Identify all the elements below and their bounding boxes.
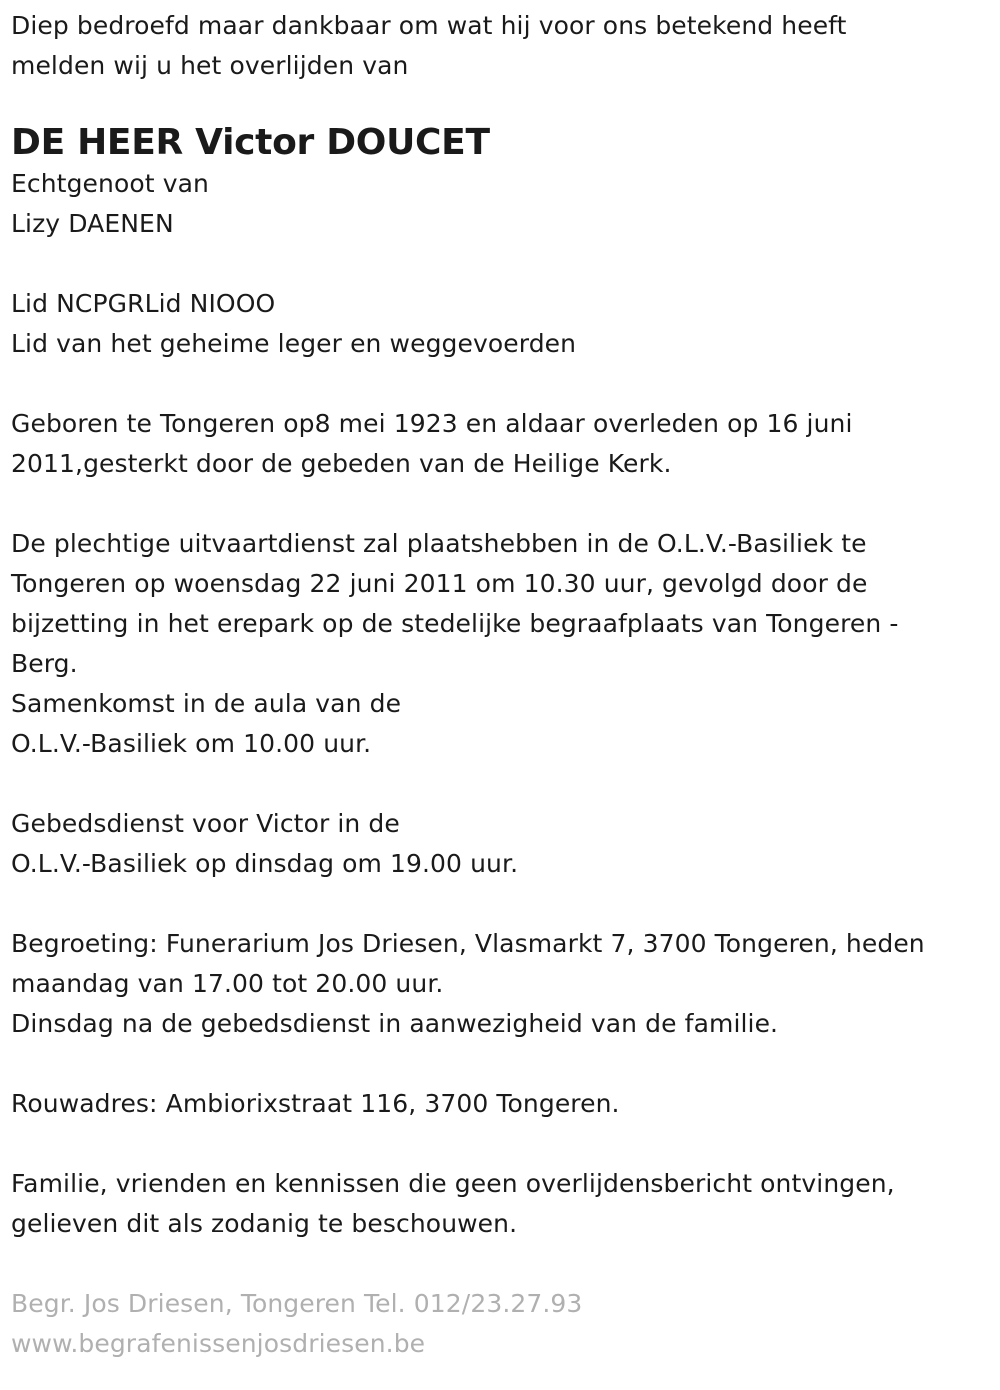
funeral-line: bijzetting in het erepark op de stedelijke begraafplaats van Tongeren - bbox=[11, 609, 899, 638]
funeral-line: Samenkomst in de aula van de bbox=[11, 689, 402, 718]
spacer bbox=[11, 1124, 986, 1164]
deceased-name: DE HEER Victor DOUCET bbox=[11, 122, 490, 163]
funeral-home-footer bbox=[11, 1284, 986, 1364]
birth-death-line: 2011,gesterkt door de gebeden van de Heilige Kerk. bbox=[11, 449, 672, 478]
mourning-address: Rouwadres: Ambiorixstraat 116, 3700 Tongeren. bbox=[11, 1089, 620, 1118]
visitation-line: maandag van 17.00 tot 20.00 uur. bbox=[11, 969, 444, 998]
birth-death-paragraph bbox=[11, 404, 986, 484]
closing-paragraph bbox=[11, 1164, 986, 1244]
spacer bbox=[11, 244, 986, 284]
prayer-line: O.L.V.-Basiliek op dinsdag om 19.00 uur. bbox=[11, 849, 519, 878]
spouse-name: Lizy DAENEN bbox=[11, 209, 174, 238]
closing-line: gelieven dit als zodanig te beschouwen. bbox=[11, 1209, 518, 1238]
address-paragraph bbox=[11, 1084, 986, 1124]
prayer-paragraph bbox=[11, 804, 986, 884]
spouse-line: Echtgenoot van bbox=[11, 169, 209, 198]
funeral-line: Berg. bbox=[11, 649, 78, 678]
intro-line: melden wij u het overlijden van bbox=[11, 51, 409, 80]
funeral-line: O.L.V.-Basiliek om 10.00 uur. bbox=[11, 729, 372, 758]
spouse-paragraph bbox=[11, 164, 986, 244]
intro-line: Diep bedroefd maar dankbaar om wat hij voor ons betekend heeft bbox=[11, 11, 847, 40]
funeral-home-contact: Begr. Jos Driesen, Tongeren Tel. 012/23.27.93 bbox=[11, 1289, 583, 1318]
funeral-line: Tongeren op woensdag 22 juni 2011 om 10.30 uur, gevolgd door de bbox=[11, 569, 868, 598]
visitation-paragraph bbox=[11, 924, 986, 1044]
funeral-home-website: www.begrafenissenjosdriesen.be bbox=[11, 1329, 426, 1358]
spacer bbox=[11, 484, 986, 524]
prayer-line: Gebedsdienst voor Victor in de bbox=[11, 809, 400, 838]
obituary-notice bbox=[11, 6, 986, 1364]
visitation-line: Dinsdag na de gebedsdienst in aanwezigheid van de familie. bbox=[11, 1009, 779, 1038]
intro-paragraph bbox=[11, 6, 986, 86]
memberships-paragraph bbox=[11, 284, 986, 364]
spacer bbox=[11, 1044, 986, 1084]
birth-death-line: Geboren te Tongeren op8 mei 1923 en aldaar overleden op 16 juni bbox=[11, 409, 853, 438]
membership-line: Lid van het geheime leger en weggevoerden bbox=[11, 329, 577, 358]
spacer bbox=[11, 364, 986, 404]
closing-line: Familie, vrienden en kennissen die geen overlijdensbericht ontvingen, bbox=[11, 1169, 895, 1198]
visitation-line: Begroeting: Funerarium Jos Driesen, Vlasmarkt 7, 3700 Tongeren, heden bbox=[11, 929, 925, 958]
funeral-paragraph bbox=[11, 524, 986, 764]
spacer bbox=[11, 884, 986, 924]
membership-line: Lid NCPGRLid NIOOO bbox=[11, 289, 276, 318]
funeral-line: De plechtige uitvaartdienst zal plaatshebben in de O.L.V.-Basiliek te bbox=[11, 529, 867, 558]
spacer bbox=[11, 764, 986, 804]
